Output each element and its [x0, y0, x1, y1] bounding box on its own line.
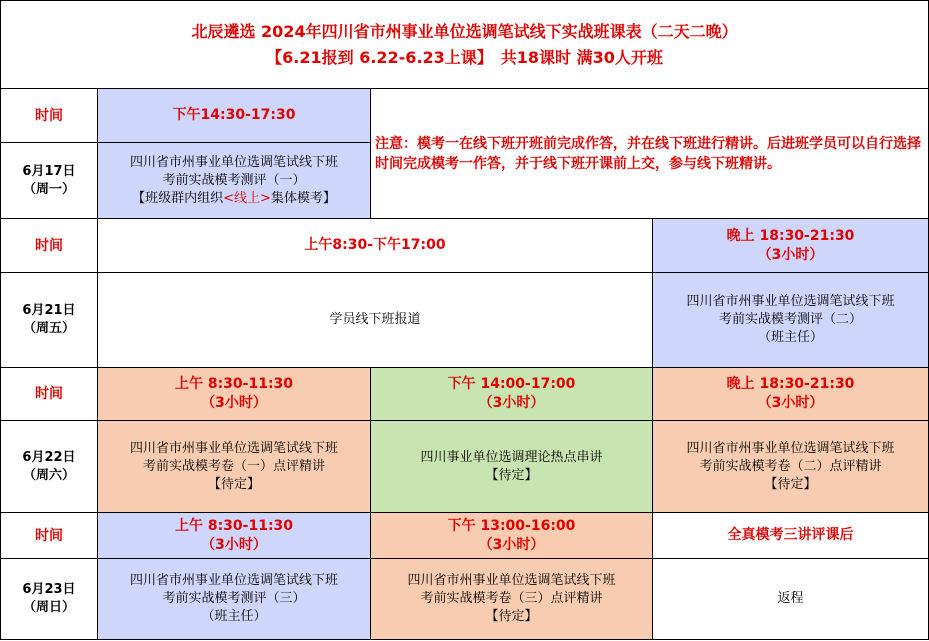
- title-line-2: 【6.21报到 6.22-6.23上课】 共18课时 满30人开班: [266, 47, 663, 67]
- session-line-part: 【班级群内组织: [132, 190, 224, 206]
- session-line: 考前实战模考测评（三）: [162, 591, 306, 606]
- block3-header-morning: [98, 368, 371, 421]
- block2-header-day: 上午8:30-下午17:00: [98, 219, 653, 273]
- day-cell-0623: [1, 559, 98, 640]
- header-hours: （3小时）: [757, 395, 824, 411]
- block3-morning-session: [98, 421, 371, 513]
- block2-evening-session: [653, 273, 929, 368]
- header-hours: （3小时）: [478, 395, 545, 411]
- block2-header-evening: [653, 219, 929, 273]
- session-line: 【待定】: [485, 609, 538, 624]
- header-time: 下午 13:00-16:00: [447, 517, 576, 534]
- day-date: 6月21日: [22, 303, 76, 318]
- session-line: 考前实战模考测评（一）: [162, 172, 306, 188]
- title-line-1: 北辰遴选 2024年四川省市州事业单位选调笔试线下实战班课表（二天二晚）: [191, 21, 738, 41]
- block3-afternoon-session: [371, 421, 653, 513]
- header-time: 上午 8:30-11:30: [174, 376, 294, 392]
- session-line: 四川省市州事业单位选调笔试线下班: [129, 573, 338, 588]
- time-label: 时间: [1, 368, 98, 421]
- day-date: 6月22日: [22, 449, 76, 465]
- time-label: 时间: [1, 219, 98, 273]
- session-line: 【待定】: [207, 476, 260, 492]
- block1-header-afternoon: 下午14:30-17:30: [98, 89, 371, 143]
- day-cell-0621: [1, 273, 98, 368]
- session-line: 四川省市州事业单位选调笔试线下班: [129, 440, 338, 456]
- day-weekday: （周日）: [22, 600, 75, 615]
- session-line: 四川省市州事业单位选调笔试线下班: [686, 440, 895, 456]
- session-line: 【待定】: [485, 467, 538, 483]
- session-line: 考前实战模考测评（二）: [719, 312, 863, 327]
- online-tag: <线上>: [223, 190, 271, 206]
- block4-morning-session: [98, 559, 371, 640]
- day-cell-0617: [1, 143, 98, 219]
- day-weekday: （周五）: [22, 321, 75, 336]
- schedule-title: [1, 1, 929, 89]
- block4-header-afternoon: [371, 513, 653, 559]
- session-line: 考前实战模考卷（一）点评精讲: [142, 458, 325, 474]
- block4-header-after-review: 全真模考三讲评课后: [653, 513, 929, 559]
- block3-evening-session: [653, 421, 929, 513]
- header-time: 上午 8:30-11:30: [174, 517, 294, 534]
- session-line: [102, 190, 366, 208]
- block4-header-morning: [98, 513, 371, 559]
- session-line: 【待定】: [764, 476, 817, 492]
- session-line: 四川省市州事业单位选调笔试线下班: [129, 154, 338, 170]
- header-hours: （3小时）: [201, 536, 267, 553]
- header-time: 晚上 18:30-21:30: [726, 376, 855, 392]
- block4-afternoon-session: [371, 559, 653, 640]
- session-line: 考前实战模考卷（二）点评精讲: [699, 458, 882, 474]
- block3-header-afternoon: [371, 368, 653, 421]
- day-weekday: （周一）: [22, 181, 75, 197]
- session-line: 四川省市州事业单位选调笔试线下班: [407, 573, 616, 588]
- block4-return: 返程: [653, 559, 929, 640]
- block2-checkin: 学员线下班报道: [98, 273, 653, 368]
- block3-header-evening: [653, 368, 929, 421]
- session-line: （班主任）: [758, 330, 824, 345]
- block1-session: [98, 143, 371, 219]
- notice-text: 注意：模考一在线下班开班前完成作答，并在线下班进行精讲。后进班学员可以自行选择时间完成模考一作答，并于线下班开课前上交，参与线下班精讲。: [371, 89, 929, 219]
- header-hours: （3小时）: [478, 536, 545, 553]
- time-label: 时间: [1, 89, 98, 143]
- day-weekday: （周六）: [22, 467, 75, 483]
- day-date: 6月23日: [22, 582, 76, 597]
- header-hours: （3小时）: [201, 395, 267, 411]
- header-time: 晚上 18:30-21:30: [726, 227, 855, 244]
- header-time: 下午 14:00-17:00: [447, 376, 576, 392]
- day-date: 6月17日: [22, 163, 76, 179]
- session-line: （班主任）: [201, 609, 267, 624]
- time-label: 时间: [1, 513, 98, 559]
- session-line: 考前实战模考卷（三）点评精讲: [420, 591, 603, 606]
- session-line: 四川省市州事业单位选调笔试线下班: [686, 294, 895, 309]
- day-cell-0622: [1, 421, 98, 513]
- session-line-part: 集体模考】: [270, 190, 336, 206]
- header-hours: （3小时）: [757, 246, 824, 263]
- session-line: 四川事业单位选调理论热点串讲: [420, 449, 603, 465]
